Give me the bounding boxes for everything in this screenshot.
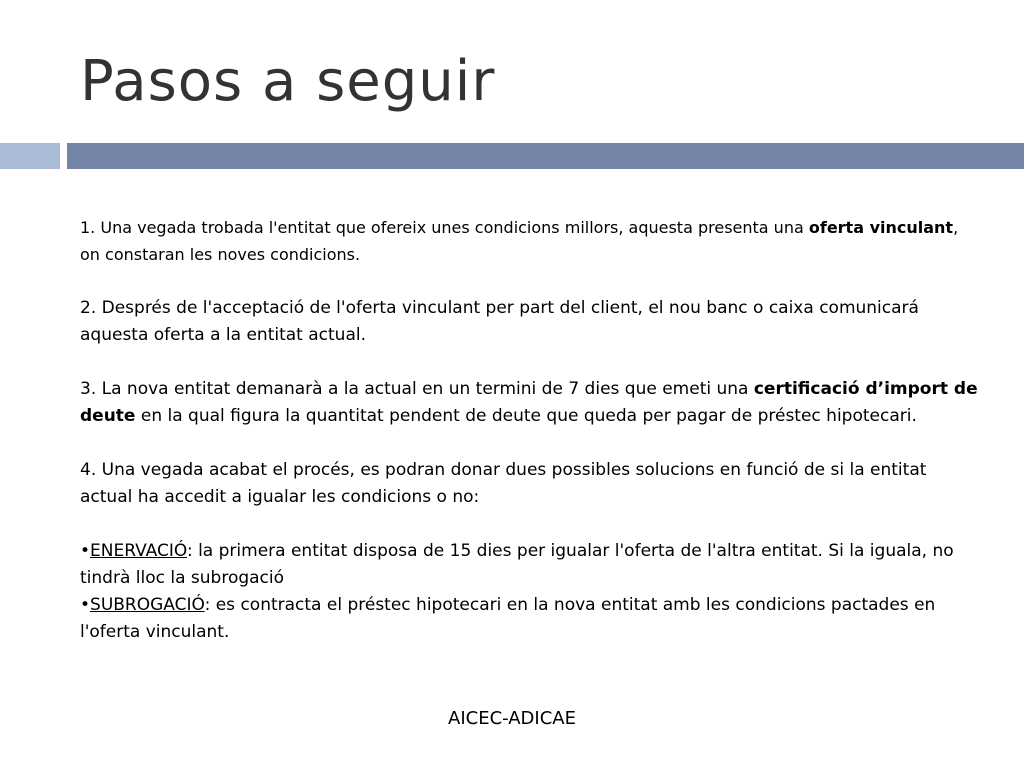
step-1-text-end: , on constaran les noves condicions. [80, 218, 959, 264]
step-1 [80, 214, 980, 268]
bullet-enervacio [80, 538, 980, 592]
step-3-bold: certificació d’import de deute [80, 379, 978, 426]
step-2: 2. Després de l'acceptació de l'oferta vinculant per part del client, el nou banc o caixa comunicará aquesta oferta a la entitat actual. [80, 298, 919, 345]
step-1-bold: oferta vinculant [808, 218, 954, 237]
step-3-text: 3. La nova entitat demanarà a la actual en un termini de 7 dies que emeti una [80, 379, 754, 399]
step-3-text-end: en la qual figura la quantitat pendent de deute que queda per pagar de préstec hipotecari. [135, 406, 917, 426]
title-accent-bar-left [0, 143, 60, 169]
step-4: 4. Una vegada acabat el procés, es podran donar dues possibles solucions en funció de si la entitat actual ha accedit a igualar les condicions o no: [80, 460, 927, 507]
step-3 [80, 376, 980, 430]
bullet-text: : es contracta el préstec hipotecari en la nova entitat amb les condicions pactades en l'oferta vinculant. [80, 595, 936, 642]
bullet-subrogacio [80, 592, 980, 646]
bullet-term: SUBROGACIÓ [90, 595, 205, 615]
bullet-marker: • [80, 595, 91, 615]
title-accent-bar [67, 143, 1024, 169]
bullet-marker: • [80, 541, 91, 561]
bullet-term: ENERVACIÓ [90, 541, 187, 561]
slide-title: Pasos a seguir [80, 49, 496, 114]
slide-body [80, 214, 980, 646]
footer-text: AICEC-ADICAE [448, 708, 576, 729]
bullet-text: : la primera entitat disposa de 15 dies per igualar l'oferta de l'altra entitat. Si la iguala, no tindrà lloc la subrogació [80, 541, 954, 588]
step-1-text: 1. Una vegada trobada l'entitat que ofereix unes condicions millors, aquesta presenta una [80, 218, 809, 237]
